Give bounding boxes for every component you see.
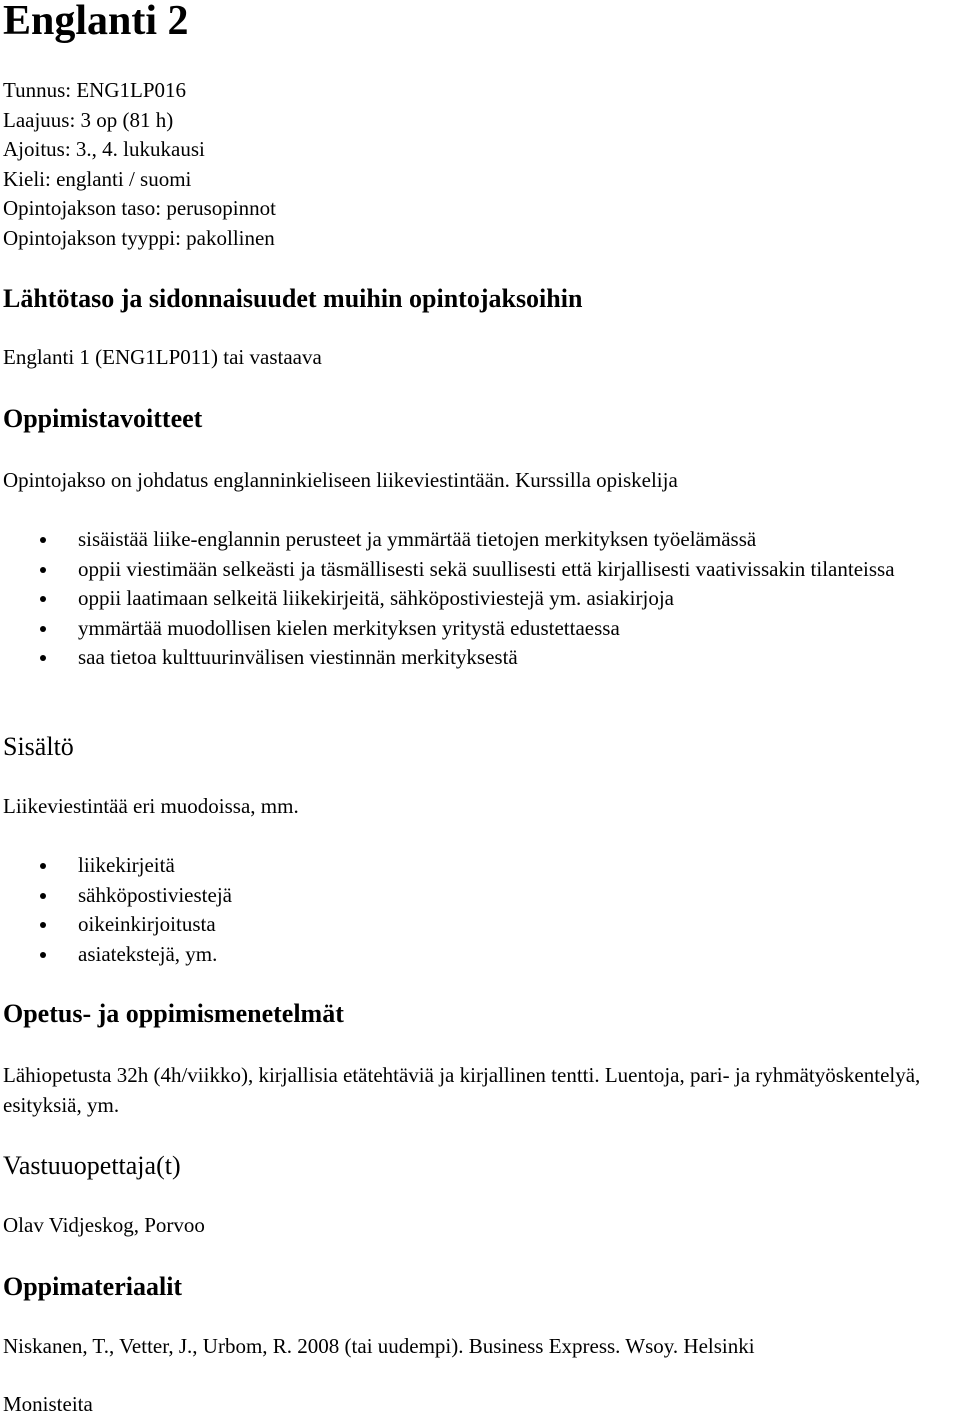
- content-heading: Sisältö: [3, 732, 74, 761]
- list-item: liikekirjeitä: [3, 851, 603, 881]
- teachers-heading: Vastuuopettaja(t): [3, 1151, 181, 1180]
- list-item: oppii laatimaan selkeitä liikekirjeitä, sähköpostiviestejä ym. asiakirjoja: [3, 584, 958, 614]
- meta-code: Tunnus: ENG1LP016: [3, 78, 187, 102]
- meta-level: Opintojakson taso: perusopinnot: [3, 196, 276, 221]
- materials-extra: Monisteita: [3, 1392, 93, 1416]
- prerequisites-heading: Lähtötaso ja sidonnaisuudet muihin opintojaksoihin: [3, 284, 583, 313]
- objectives-list: [3, 525, 958, 673]
- list-item: ymmärtää muodollisen kielen merkityksen yritystä edustettaessa: [3, 614, 958, 644]
- meta-language: Kieli: englanti / suomi: [3, 166, 192, 191]
- methods-text: Lähiopetusta 32h (4h/viikko), kirjallisia etätehtäviä ja kirjallinen tentti. Luentoja, pari- ja ryhmätyöskentelyä, esityksiä, ym.: [3, 1063, 921, 1117]
- materials-heading: Oppimateriaalit: [3, 1272, 183, 1301]
- course-meta: [3, 76, 276, 254]
- meta-scope: Laajuus: 3 op (81 h): [3, 107, 174, 132]
- content-intro: Liikeviestintää eri muodoissa, mm.: [3, 794, 299, 818]
- meta-timing: Ajoitus: 3., 4. lukukausi: [3, 137, 205, 162]
- content-list: [3, 851, 603, 969]
- meta-type: Opintojakson tyyppi: pakollinen: [3, 225, 275, 250]
- page-title: Englanti 2: [3, 0, 189, 44]
- list-item: sisäistää liike-englannin perusteet ja ymmärtää tietojen merkityksen työelämässä: [3, 525, 958, 555]
- objectives-intro: Opintojakso on johdatus englanninkieliseen liikeviestintään. Kurssilla opiskelija: [3, 468, 678, 492]
- list-item: oppii viestimään selkeästi ja täsmällisesti sekä suullisesti että kirjallisesti vaativissakin tilanteissa: [3, 555, 958, 585]
- materials-text: Niskanen, T., Vetter, J., Urbom, R. 2008 (tai uudempi). Business Express. Wsoy. Helsinki: [3, 1334, 755, 1358]
- list-item: sähköpostiviestejä: [3, 881, 603, 911]
- list-item: oikeinkirjoitusta: [3, 910, 603, 940]
- methods-heading: Opetus- ja oppimismenetelmät: [3, 999, 344, 1028]
- prerequisites-text: Englanti 1 (ENG1LP011) tai vastaava: [3, 345, 322, 369]
- objectives-heading: Oppimistavoitteet: [3, 404, 203, 433]
- list-item: asiatekstejä, ym.: [3, 940, 603, 970]
- list-item: saa tietoa kulttuurinvälisen viestinnän merkityksestä: [3, 643, 958, 673]
- teachers-text: Olav Vidjeskog, Porvoo: [3, 1213, 205, 1237]
